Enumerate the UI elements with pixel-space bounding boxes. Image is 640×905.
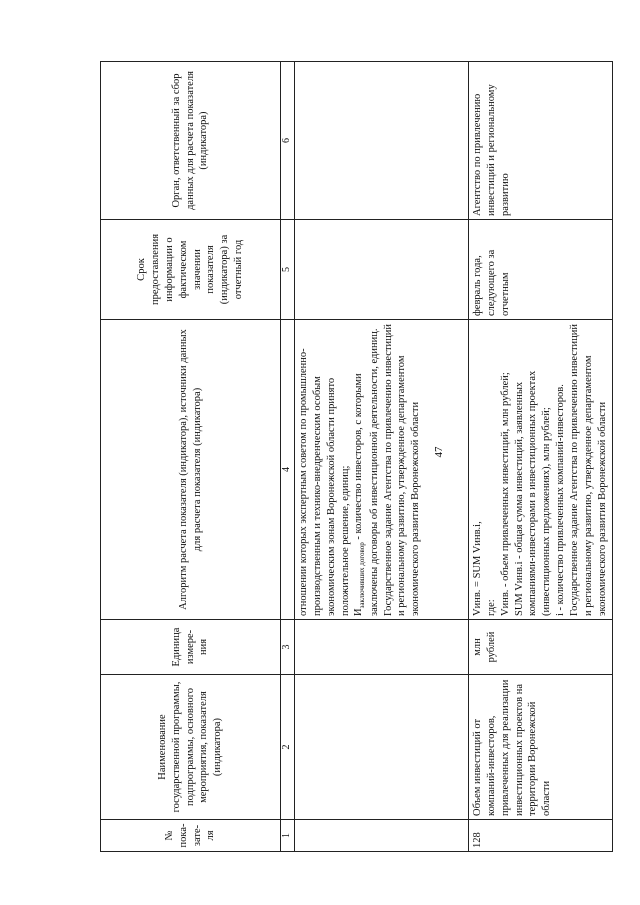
- column-number: 2: [281, 675, 295, 820]
- cell-empty: [295, 675, 469, 820]
- cell-empty: [295, 62, 469, 220]
- header-name: Наименование государственной программы, подпрограммы, основного мероприятия, показателя (индикатора): [101, 675, 281, 820]
- indicator-deadline: февраль года, следующего за отчетным: [469, 220, 613, 320]
- table-row-128: [469, 62, 613, 852]
- header-algorithm: Алгоритм расчета показателя (индикатора), источники данных для расчета показателя (индикатора): [101, 320, 281, 620]
- continuation-algorithm-cell: [295, 320, 469, 620]
- formula-line: Государственное задание Агентства по привлечению инвестиций и региональному развитию, утвержденное департаментом экономического развития Воронежской области: [569, 323, 608, 616]
- table-row-continuation: [295, 62, 469, 852]
- column-number: 3: [281, 620, 295, 675]
- header-responsible-agency: Орган, ответственный за сбор данных для расчета показателя (индикатора): [101, 62, 281, 220]
- cell-empty: [295, 820, 469, 852]
- formula-line: SUM Vинв.i - общая сумма инвестиций, заявленных компаниями-инвесторами в инвестиционных проектах (инвестиционных предложениях), млн рублей;: [513, 370, 553, 616]
- indicator-name: Объем инвестиций от компаний-инвесторов, привлеченных для реализации инвестиционных проектов на территории Воронежской области: [469, 675, 613, 820]
- formula-line: Vинв. - объем привлеченных инвестиций, млн рублей;: [499, 372, 511, 616]
- column-number: 6: [281, 62, 295, 220]
- var-definition: - количество инвесторов, с которыми заключены договоры об инвестиционной деятельности, единиц.: [353, 328, 380, 616]
- column-number-row: [281, 62, 295, 852]
- rotated-table-container: [100, 62, 608, 852]
- indicator-table: [100, 61, 613, 852]
- var-subscript: заключивших договор: [358, 542, 367, 609]
- formula-line: i - количество привлеченных компаний-инвесторов.: [555, 384, 567, 616]
- header-indicator-number: № пока- зате- ля: [101, 820, 281, 852]
- page-number: 47: [433, 446, 445, 458]
- table-header-row: [101, 62, 281, 852]
- continuation-text: отношении которых экспертным советом по промышленно-производственным и технико-внедренческим особым экономическим зонам Воронежской области принято положительное решение, единиц;: [298, 348, 351, 616]
- header-deadline: Срок предоставления информации о фактическом значении показателя (индикатора) за отчетный год: [101, 220, 281, 320]
- indicator-agency: Агентство по привлечению инвестиций и региональному развитию: [469, 62, 613, 220]
- indicator-number: 128: [469, 820, 613, 852]
- formula-line: где:: [485, 599, 497, 616]
- investor-count-definition: [352, 323, 381, 616]
- indicator-algorithm: [469, 320, 613, 620]
- column-number: 5: [281, 220, 295, 320]
- header-unit: Единица измере- ния: [101, 620, 281, 675]
- column-number: 1: [281, 820, 295, 852]
- column-number: 4: [281, 320, 295, 620]
- var-main: И: [353, 608, 365, 616]
- indicator-unit: млн рублей: [469, 620, 613, 675]
- cell-empty: [295, 620, 469, 675]
- cell-empty: [295, 220, 469, 320]
- data-source-text: Государственное задание Агентства по привлечению инвестиций и региональному развитию, утвержденное департаментом экономического развития Воронежской области: [382, 323, 422, 616]
- formula-line: Vинв. = SUM Vинв.i,: [472, 521, 483, 616]
